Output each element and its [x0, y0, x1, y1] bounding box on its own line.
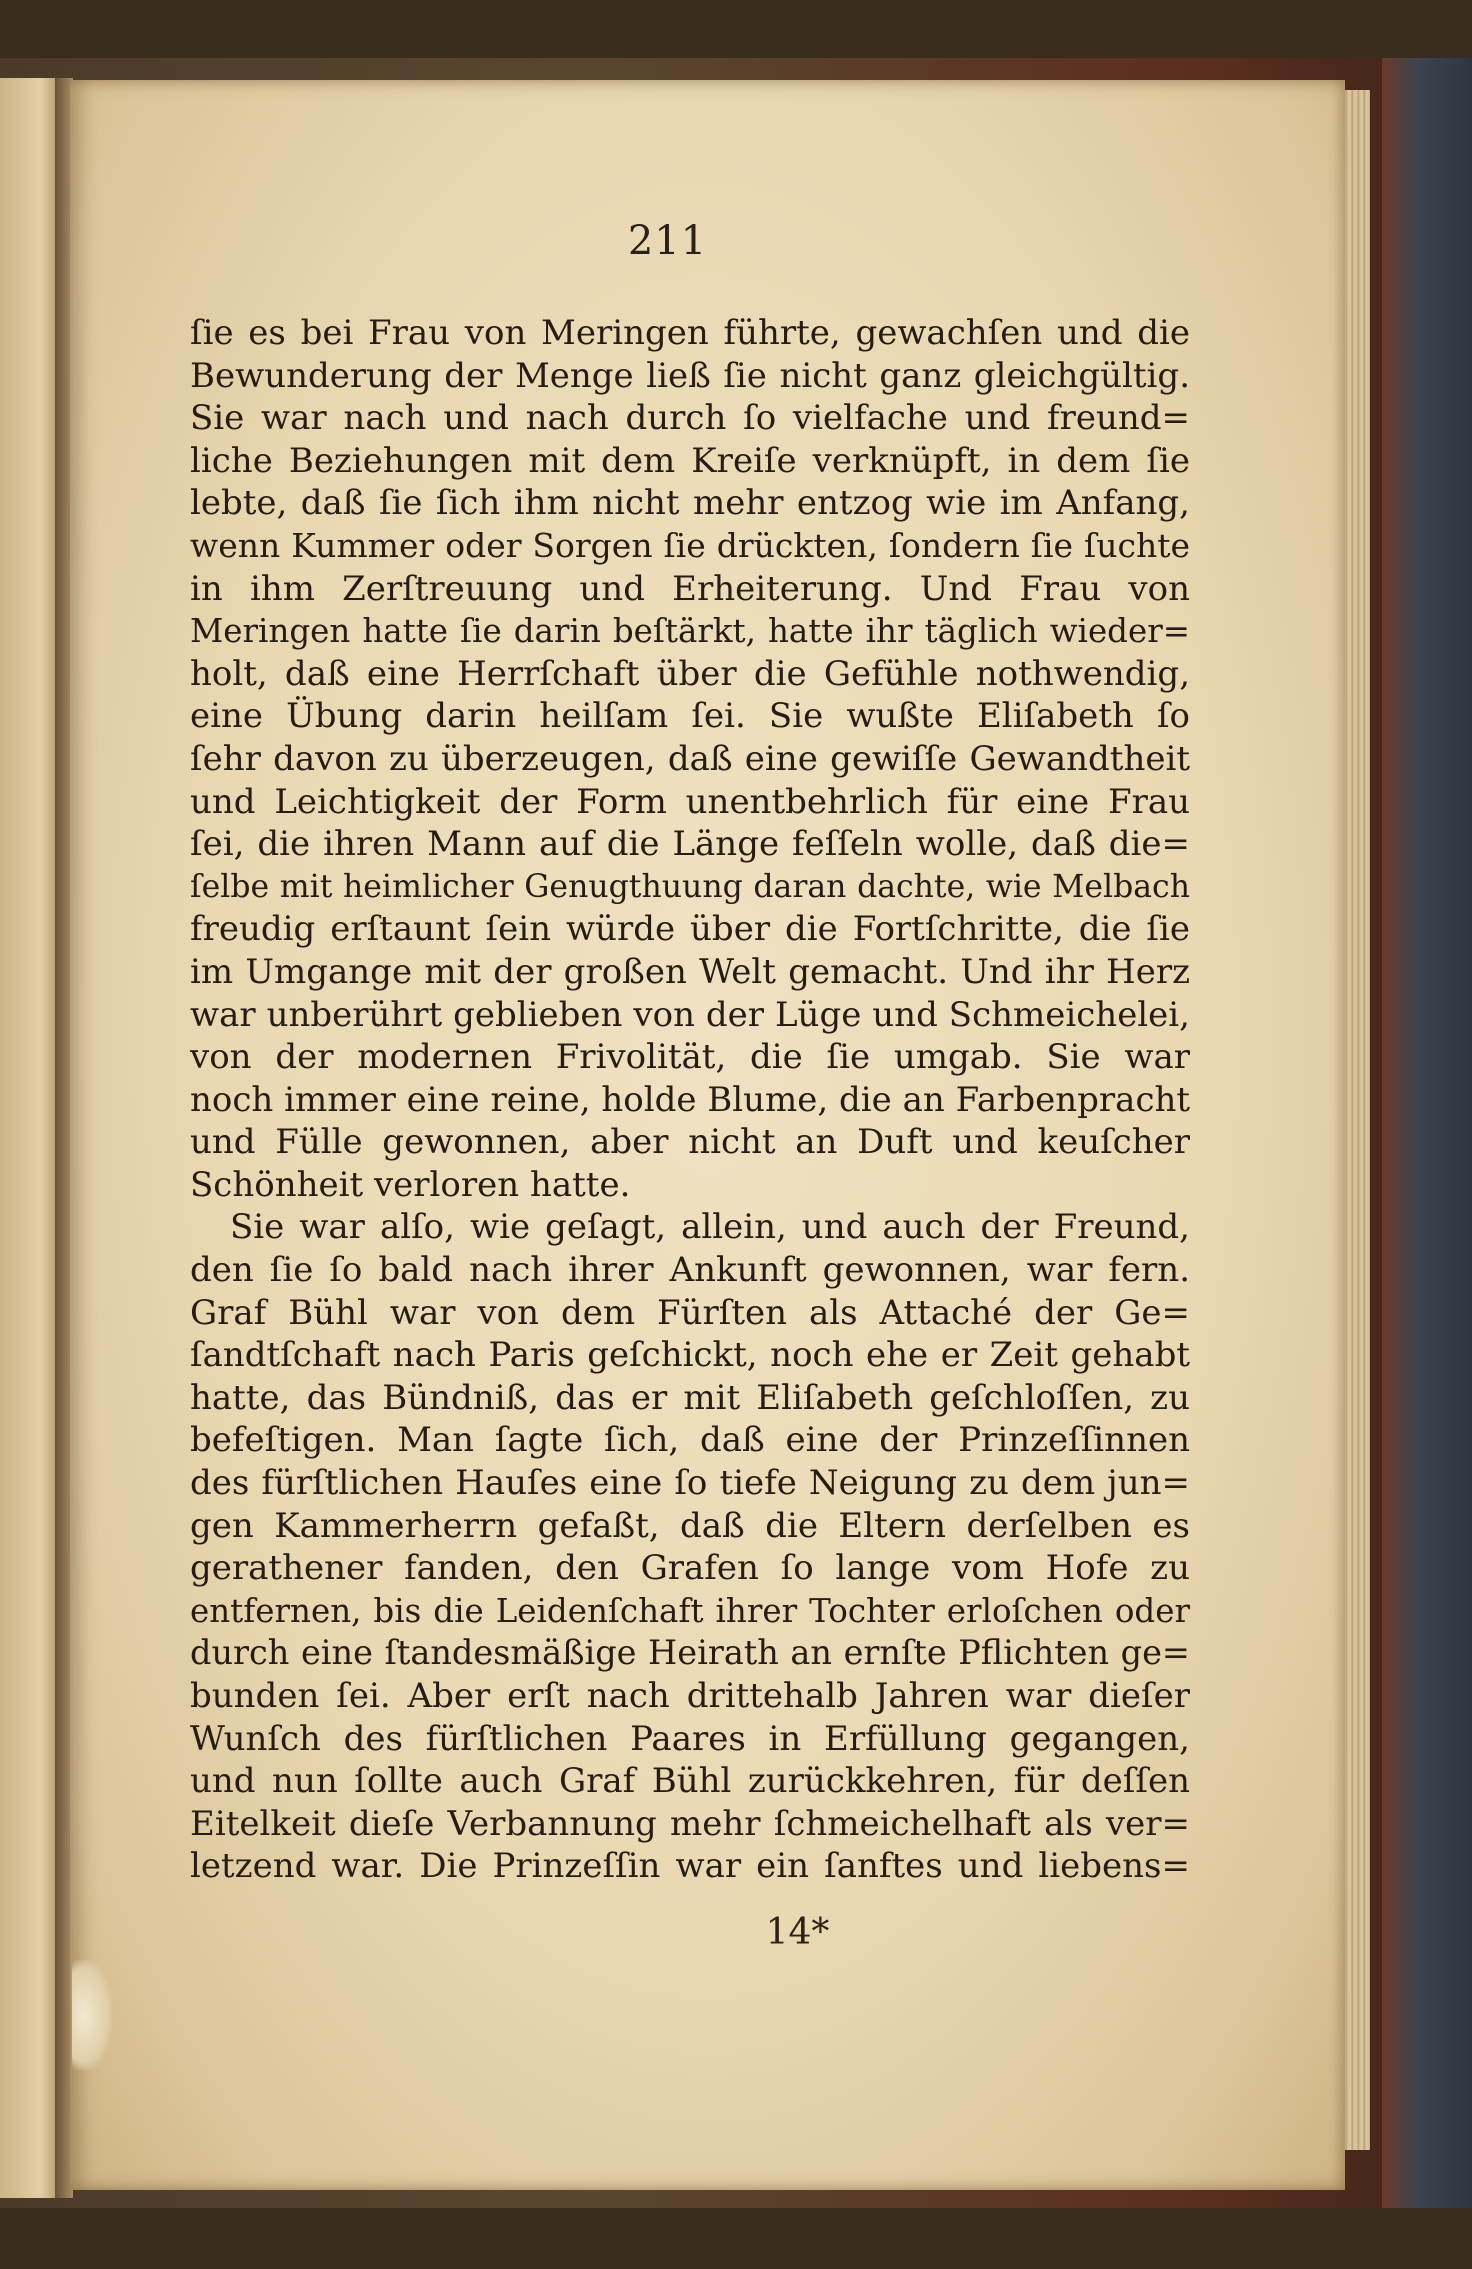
text-line: ſehr davon zu überzeugen, daß eine gewiſſe Gewandtheit	[190, 738, 1190, 779]
text-line: und Fülle gewonnen, aber nicht an Duft und keuſcher	[190, 1122, 1190, 1163]
text-line: und Leichtigkeit der Form unentbehrlich für eine Frau	[190, 781, 1190, 822]
book-page	[70, 80, 1345, 2190]
text-line: in ihm Zerſtreuung und Erheiterung. Und Frau von	[190, 568, 1190, 609]
text-line: ſei, die ihren Mann auf die Länge feſſeln wolle, daß die=	[190, 824, 1190, 865]
text-line: von der modernen Frivolität, die ſie umgab. Sie war	[190, 1037, 1190, 1078]
text-line: Graf Bühl war von dem Fürſten als Attaché der Ge=	[190, 1292, 1190, 1333]
text-line: Sie war alſo, wie geſagt, allein, und auch der Freund,	[230, 1207, 1190, 1248]
text-line: den ſie ſo bald nach ihrer Ankunft gewonnen, war fern.	[190, 1250, 1190, 1291]
text-line: liche Beziehungen mit dem Kreiſe verknüpft, in dem ſie	[190, 440, 1190, 481]
text-line: eine Übung darin heilſam ſei. Sie wußte Eliſabeth ſo	[190, 696, 1190, 737]
text-line: lebte, daß ſie ſich ihm nicht mehr entzog wie im Anfang,	[190, 483, 1190, 524]
signature-mark: 14*	[765, 1912, 830, 1953]
text-line: gen Kammerherrn gefaßt, daß die Eltern derſelben es	[190, 1505, 1190, 1546]
text-line: Eitelkeit dieſe Verbannung mehr ſchmeichelhaft als ver=	[190, 1803, 1190, 1844]
text-line: des fürſtlichen Hauſes eine ſo tiefe Neigung zu dem jun=	[190, 1463, 1190, 1504]
text-line: ſandtſchaft nach Paris geſchickt, noch ehe er Zeit gehabt	[190, 1335, 1190, 1376]
text-line: noch immer eine reine, holde Blume, die an Farbenpracht	[190, 1079, 1191, 1120]
text-line: durch eine ſtandesmäßige Heirath an ernſte Pflichten ge=	[190, 1633, 1190, 1673]
text-line: gerathener fanden, den Grafen ſo lange vom Hofe zu	[190, 1548, 1190, 1589]
text-line: letzend war. Die Prinzeſſin war ein ſanftes und liebens=	[190, 1846, 1190, 1887]
text-line: holt, daß eine Herrſchaft über die Gefühle nothwendig,	[190, 653, 1190, 694]
text-line: hatte, das Bündniß, das er mit Eliſabeth geſchloſſen, zu	[190, 1377, 1190, 1418]
text-line: ſelbe mit heimlicher Genugthuung daran dachte, wie Melbach	[190, 868, 1190, 905]
text-line: Schönheit verloren hatte.	[190, 1164, 631, 1205]
text-line: Bewunderung der Menge ließ ſie nicht ganz gleichgültig.	[190, 355, 1190, 396]
text-line: Wunſch des fürſtlichen Paares in Erfüllung gegangen,	[190, 1718, 1190, 1759]
text-line: bunden ſei. Aber erſt nach drittehalb Jahren war dieſer	[190, 1676, 1190, 1716]
text-line: und nun ſollte auch Graf Bühl zurückkehren, für deſſen	[190, 1761, 1190, 1802]
facing-page-edge	[0, 78, 58, 2198]
text-line: war unberührt geblieben von der Lüge und Schmeichelei,	[190, 994, 1190, 1035]
text-line: im Umgange mit der großen Welt gemacht. Und ihr Herz	[190, 951, 1190, 992]
text-line: entfernen, bis die Leidenſchaft ihrer Tochter erloſchen oder	[190, 1591, 1190, 1630]
body-text	[190, 312, 1190, 1888]
text-line: ſie es bei Frau von Meringen führte, gewachſen und die	[190, 313, 1190, 353]
text-line: Meringen hatte ſie darin beſtärkt, hatte ihr täglich wieder=	[190, 612, 1190, 651]
text-line: wenn Kummer oder Sorgen ſie drückten, ſondern ſie ſuchte	[190, 525, 1190, 565]
book-cover-edge	[1382, 58, 1472, 2208]
page-number: 211	[627, 218, 708, 264]
page-tear	[72, 1960, 112, 2070]
text-line: befeſtigen. Man ſagte ſich, daß eine der Prinzeſſinnen	[190, 1420, 1190, 1461]
text-line: Sie war nach und nach durch ſo vielfache und freund=	[190, 398, 1190, 439]
text-line: freudig erſtaunt ſein würde über die Fortſchritte, die ſie	[190, 909, 1190, 950]
